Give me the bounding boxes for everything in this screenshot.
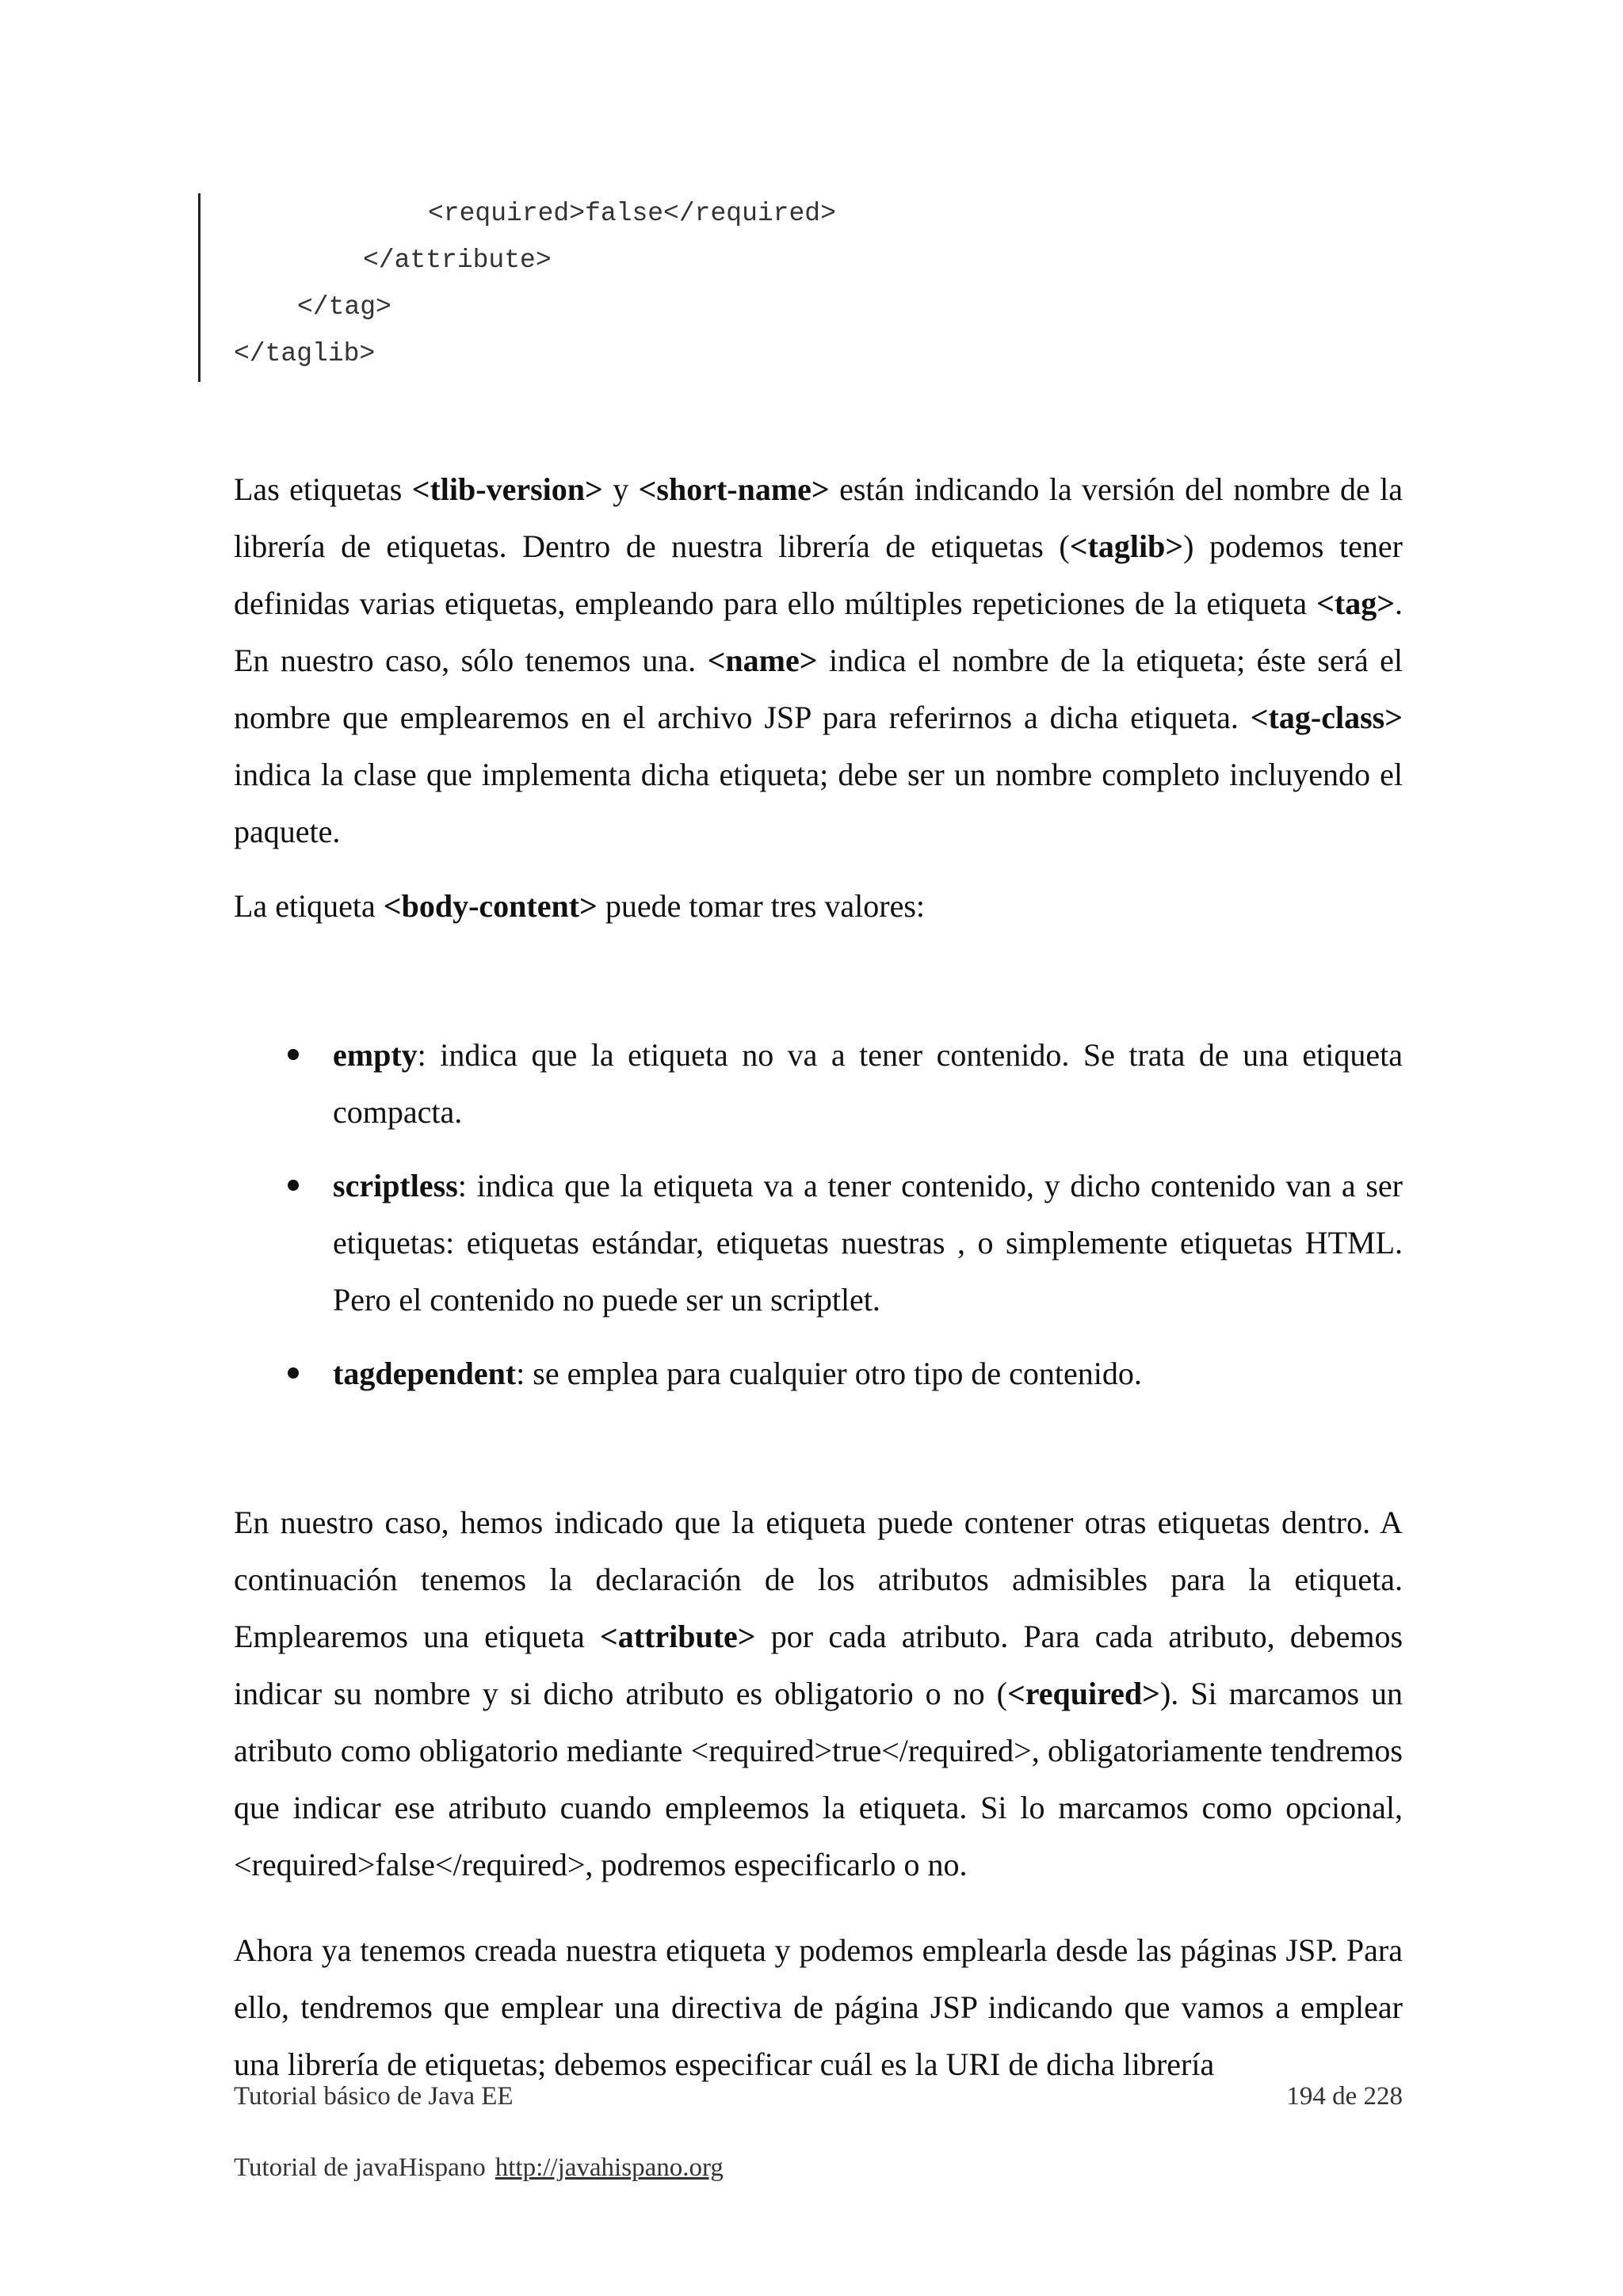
paragraph-attributes: En nuestro caso, hemos indicado que la etiqueta puede contener otras etiquetas dentro. A continuación tenemos la declaración de los atributos admisibles para la etiqueta. Emplearemos una etiqueta <attribute> por cada atributo. Para cada atributo, debemos indicar su nombre y si dicho atributo es obligatorio o no (<required>). Si marcamos un atributo como obligatorio mediante <required>true</required>, obligatoriamente tendremos que indicar ese atributo cuando empleemos la etiqueta. Si lo marcamos como opcional, <required>false</required>, podremos especificarlo o no. <box>234 1505 1403 1882</box>
body-content-values-list <box>234 1027 1403 1419</box>
paragraph-jsp-usage: Ahora ya tenemos creada nuestra etiqueta y podemos emplearla desde las páginas JSP. Para ello, tendremos que emplear una directiva de página JSP indicando que vamos a emplear una librería de etiquetas; debemos especificar cuál es la URI de dicha librería <box>234 1932 1403 2082</box>
code-line: </tag> <box>297 292 391 322</box>
footer-url-link[interactable]: http://javahispano.org <box>495 2153 724 2182</box>
bullet-icon <box>288 1367 299 1379</box>
code-block <box>234 190 836 377</box>
footer-page-number: 194 de 228 <box>1286 2082 1403 2111</box>
paragraph-body-content: La etiqueta <body-content> puede tomar tres valores: <box>234 888 926 924</box>
code-line: </attribute> <box>363 246 552 275</box>
footer-doc-title: Tutorial básico de Java EE <box>234 2082 514 2111</box>
code-block-bar <box>198 193 200 382</box>
code-line: <required>false</required> <box>428 199 836 228</box>
bullet-icon <box>288 1180 299 1191</box>
code-line: </taglib> <box>234 339 376 368</box>
list-item: empty: indica que la etiqueta no va a tener contenido. Se trata de una etiqueta compacta. <box>234 1027 1403 1141</box>
footer-credit <box>234 2153 724 2183</box>
list-item: tagdependent: se emplea para cualquier otro tipo de contenido. <box>234 1345 1403 1402</box>
footer-credit-text: Tutorial de javaHispano <box>234 2153 486 2182</box>
bullet-icon <box>288 1049 299 1060</box>
paragraph-taglib-description: Las etiquetas <tlib-version> y <short-name> están indicando la versión del nombre de la librería de etiquetas. Dentro de nuestra librería de etiquetas (<taglib>) podemos tener definidas varias etiquetas, empleando para ello múltiples repeticiones de la etiqueta <tag>. En nuestro caso, sólo tenemos una. <name> indica el nombre de la etiqueta; éste será el nombre que emplearemos en el archivo JSP para referirnos a dicha etiqueta. <tag-class> indica la clase que implementa dicha etiqueta; debe ser un nombre completo incluyendo el paquete. <box>234 471 1403 849</box>
list-item: scriptless: indica que la etiqueta va a tener contenido, y dicho contenido van a ser etiquetas: etiquetas estándar, etiquetas nuestras , o simplemente etiquetas HTML. Pero el contenido no puede ser un scriptlet. <box>234 1158 1403 1329</box>
